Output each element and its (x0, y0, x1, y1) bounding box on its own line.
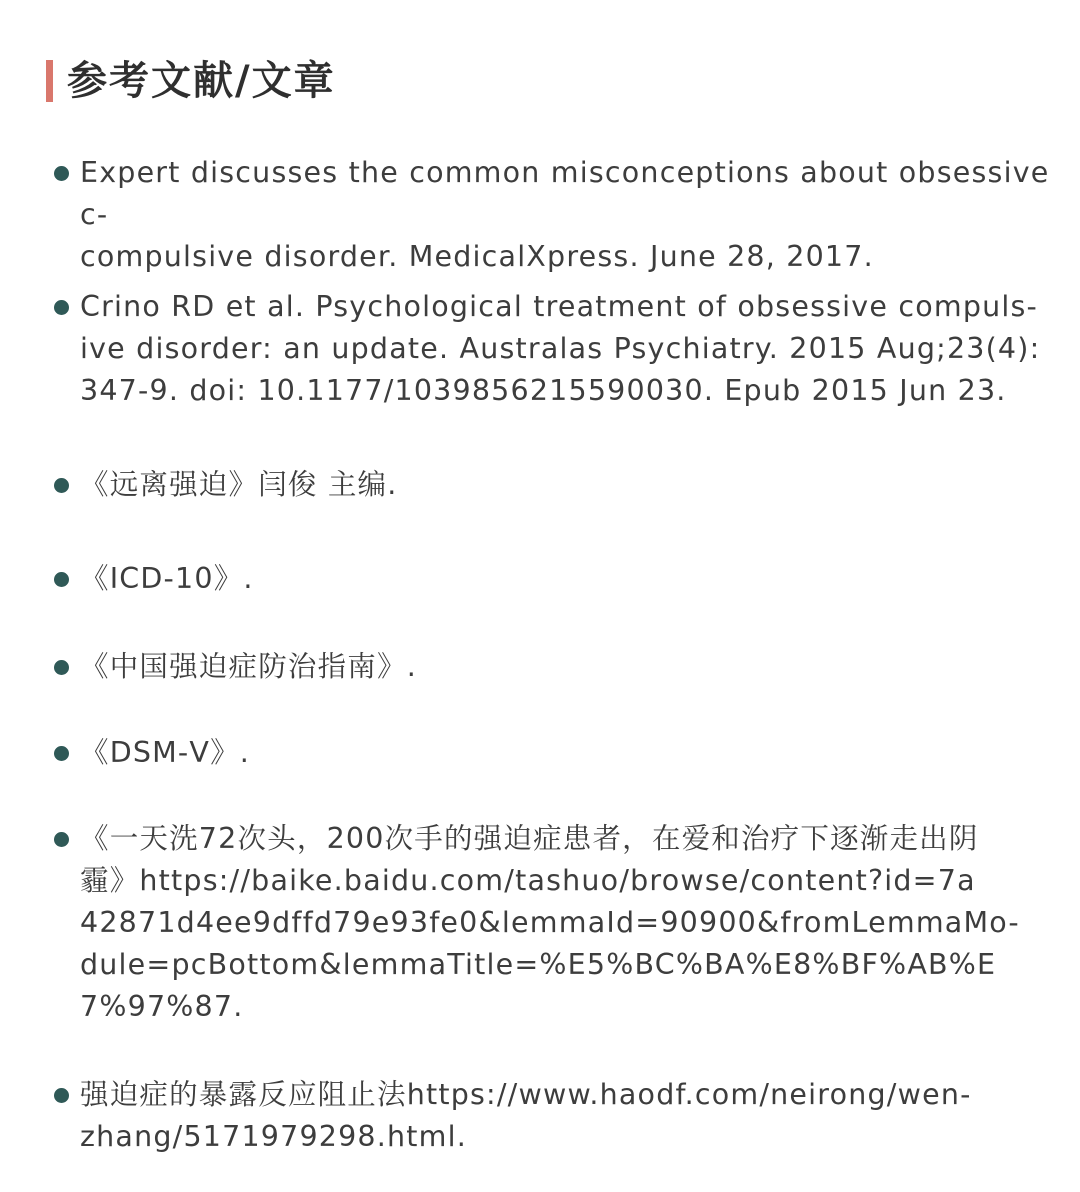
bullet-dot-icon (54, 746, 69, 761)
reference-text: 《远离强迫》闫俊 主编. (80, 468, 398, 501)
bullet-dot-icon (54, 1088, 69, 1103)
reference-item (54, 286, 1054, 412)
reference-item (54, 558, 1054, 600)
section-header (46, 56, 336, 106)
reference-text: 《DSM-Ⅴ》. (80, 736, 251, 769)
reference-item (54, 646, 1054, 688)
bullet-dot-icon (54, 166, 69, 181)
bullet-dot-icon (54, 478, 69, 493)
reference-item (54, 818, 1054, 1028)
reference-link-text[interactable]: 强迫症的暴露反应阻止法https://www.haodf.com/neirong/wen- zhang/5171979298.html. (80, 1078, 972, 1153)
accent-bar (46, 60, 53, 102)
reference-item (54, 1074, 1054, 1158)
reference-text: Crino RD et al. Psychological treatment of obsessive compuls- ive disorder: an update. Australas Psychiatry. 2015 Aug;23(4): 347-9. doi: 10.1177/1039856215590030. Epub 2015 Jun 23. (80, 290, 1041, 407)
reference-item (54, 464, 1054, 506)
bullet-dot-icon (54, 832, 69, 847)
reference-text: 《ICD-10》. (80, 562, 254, 595)
reference-link-text[interactable]: 《一天洗72次头，200次手的强迫症患者，在爱和治疗下逐渐走出阴 霾》https://baike.baidu.com/tashuo/browse/content?id=7a 42871d4ee9dffd79e93fe0&lemmaId=90900&fromLemmaMo- dule=pcBottom&lemmaTitle=%E5%BC%BA%E8%BF%AB%E 7%97%87. (80, 822, 1020, 1023)
bullet-dot-icon (54, 572, 69, 587)
page-title: 参考文献/文章 (67, 58, 336, 104)
bullet-dot-icon (54, 660, 69, 675)
reference-text: Expert discusses the common misconceptions about obsessivec- compulsive disorder. MedicalXpress. June 28, 2017. (80, 156, 1050, 273)
reference-item (54, 732, 1054, 774)
reference-text: 《中国强迫症防治指南》. (80, 650, 417, 683)
reference-item (54, 152, 1054, 278)
bullet-dot-icon (54, 300, 69, 315)
